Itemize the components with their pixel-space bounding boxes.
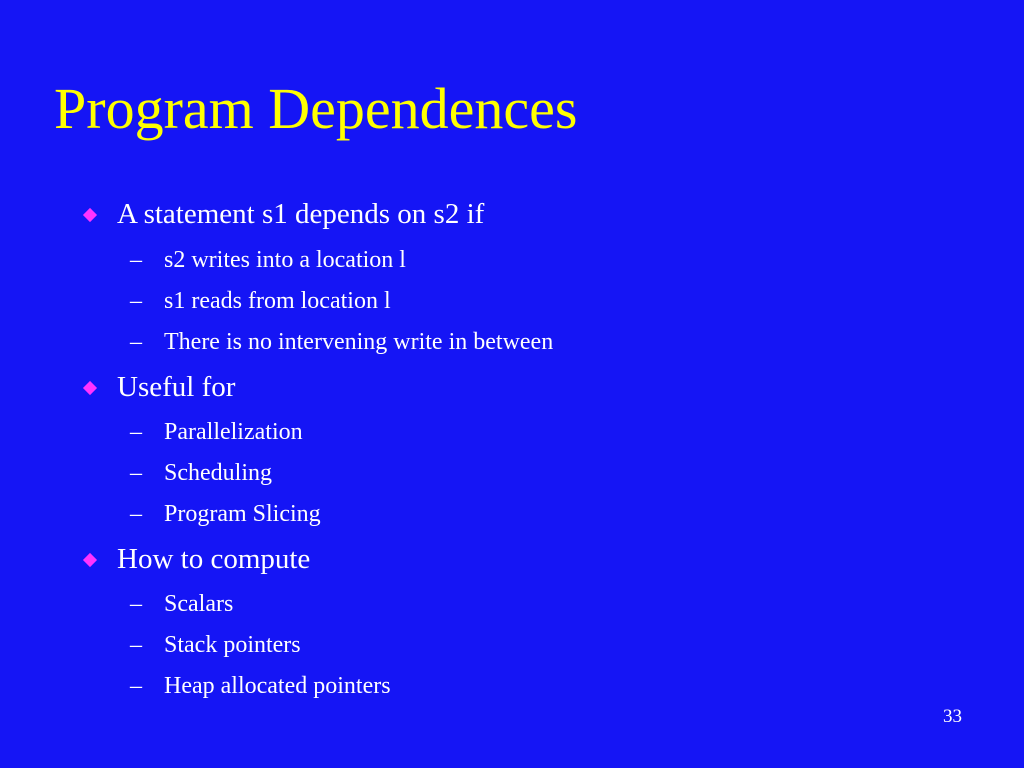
sub-item-text: Scheduling — [164, 460, 272, 486]
sub-item — [130, 420, 303, 444]
slide-title: Program Dependences — [54, 76, 578, 141]
sub-item — [130, 633, 301, 657]
sub-item-text: Heap allocated pointers — [164, 673, 391, 699]
diamond-bullet-icon — [84, 554, 96, 566]
bullet-item — [84, 200, 484, 229]
bullet-text: How to compute — [117, 543, 311, 575]
sub-item — [130, 674, 391, 698]
bullet-item — [84, 545, 310, 574]
dash-marker: – — [130, 501, 142, 527]
sub-item — [130, 592, 233, 616]
dash-marker: – — [130, 591, 142, 617]
sub-item-text: Stack pointers — [164, 632, 301, 658]
bullet-item — [84, 373, 235, 402]
sub-item — [130, 289, 391, 313]
sub-item — [130, 461, 272, 485]
sub-item — [130, 502, 321, 526]
dash-marker: – — [130, 632, 142, 658]
dash-marker: – — [130, 673, 142, 699]
bullet-text: A statement s1 depends on s2 if — [117, 198, 485, 230]
dash-marker: – — [130, 247, 142, 273]
diamond-bullet-icon — [84, 209, 96, 221]
bullet-text: Useful for — [117, 371, 236, 403]
sub-item-text: Scalars — [164, 591, 234, 617]
sub-item — [130, 330, 553, 354]
sub-item — [130, 248, 406, 272]
dash-marker: – — [130, 329, 142, 355]
sub-item-text: s2 writes into a location l — [164, 247, 406, 273]
sub-item-text: There is no intervening write in between — [164, 329, 554, 355]
sub-item-text: Parallelization — [164, 419, 303, 445]
page-number: 33 — [943, 706, 962, 727]
dash-marker: – — [130, 419, 142, 445]
sub-item-text: Program Slicing — [164, 501, 321, 527]
sub-item-text: s1 reads from location l — [164, 288, 391, 314]
dash-marker: – — [130, 460, 142, 486]
diamond-bullet-icon — [84, 382, 96, 394]
dash-marker: – — [130, 288, 142, 314]
